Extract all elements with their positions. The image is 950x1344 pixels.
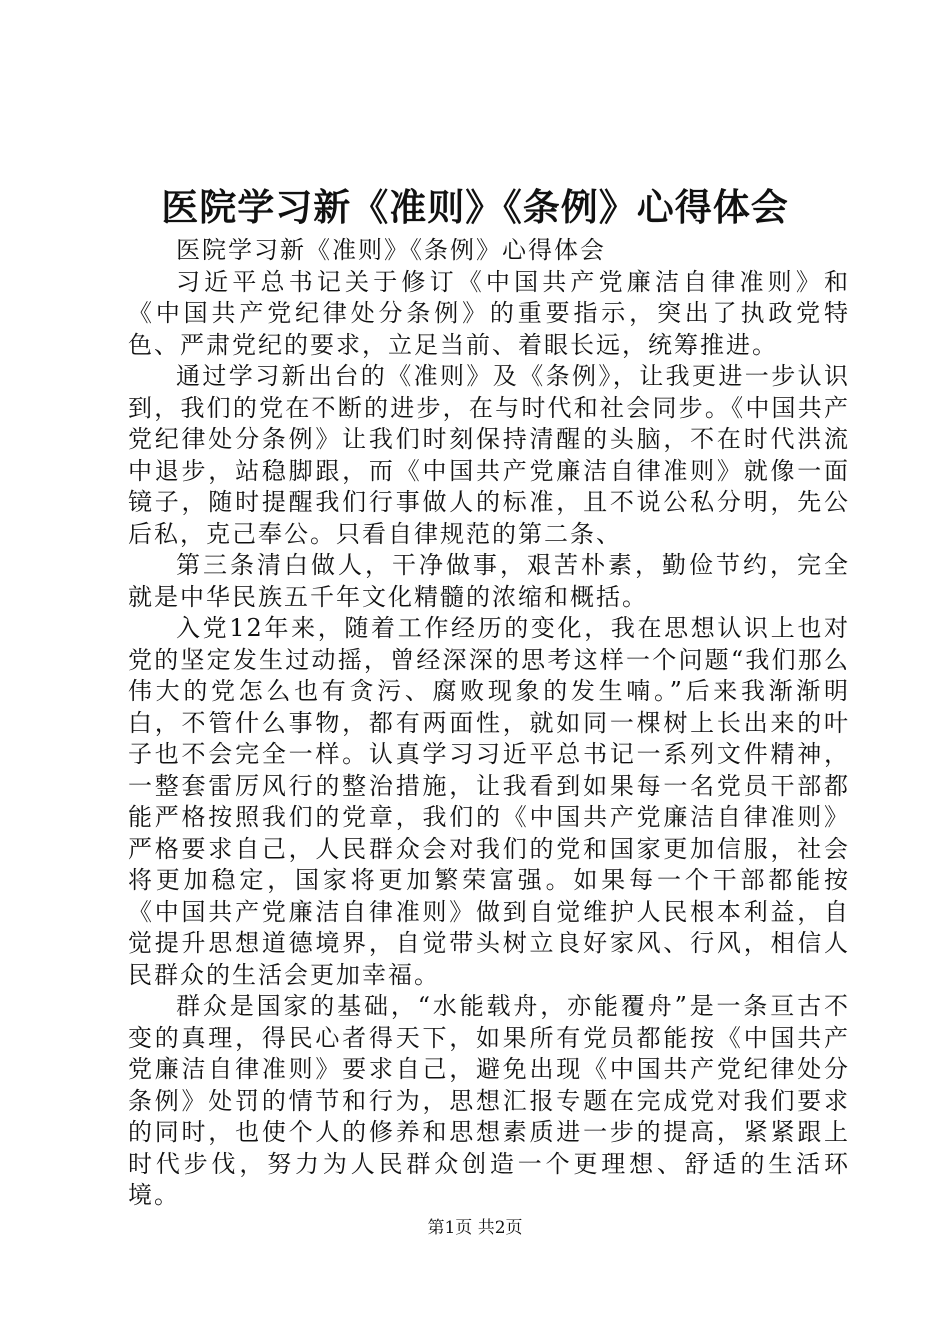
page-number-footer: 第1页 共2页 [427, 1218, 523, 1238]
paragraph: 第三条清白做人，干净做事，艰苦朴素，勤俭节约，完全就是中华民族五千年文化精髓的浓缩和概括。 [128, 551, 850, 611]
paragraph: 通过学习新出台的《准则》及《条例》，让我更进一步认识到，我们的党在不断的进步，在与时代和社会同步。《中国共产党纪律处分条例》让我们时刻保持清醒的头脑，不在时代洪流中退步，站稳脚跟，而《中国共产党廉洁自律准则》就像一面镜子，随时提醒我们行事做人的标准，且不说公私分明，先公后私，克己奉公。只看自律规范的第二条、 [128, 362, 850, 548]
paragraph: 群众是国家的基础，“水能载舟，亦能覆舟”是一条亘古不变的真理，得民心者得天下，如果所有党员都能按《中国共产党廉洁自律准则》要求自己，避免出现《中国共产党纪律处分条例》处罚的情节和行为，思想汇报专题在完成党对我们要求的同时，也使个人的修养和思想素质进一步的提高，紧紧跟上时代步伐，努力为人民群众创造一个更理想、舒适的生活环境。 [128, 992, 850, 1209]
document-body [128, 235, 850, 1212]
paragraph: 习近平总书记关于修订《中国共产党廉洁自律准则》和《中国共产党纪律处分条例》的重要指示，突出了执政党特色、严肃党纪的要求，立足当前、着眼长远，统筹推进。 [128, 267, 850, 359]
document-title: 医院学习新《准则》《条例》心得体会 [161, 185, 789, 229]
paragraph: 入党12年来，随着工作经历的变化，我在思想认识上也对党的坚定发生过动摇，曾经深深的思考这样一个问题“我们那么伟大的党怎么也有贪污、腐败现象的发生喃。”后来我渐渐明白，不管什么事物，都有两面性，就如同一棵树上长出来的叶子也不会完全一样。认真学习习近平总书记一系列文件精神，一整套雷厉风行的整治措施，让我看到如果每一名党员干部都能严格按照我们的党章，我们的《中国共产党廉洁自律准则》严格要求自己，人民群众会对我们的党和国家更加信服，社会将更加稳定，国家将更加繁荣富强。如果每一个干部都能按《中国共产党廉洁自律准则》做到自觉维护人民根本利益，自觉提升思想道德境界，自觉带头树立良好家风、行风，相信人民群众的生活会更加幸福。 [128, 614, 850, 989]
paragraph-subtitle: 医院学习新《准则》《条例》心得体会 [176, 236, 606, 264]
